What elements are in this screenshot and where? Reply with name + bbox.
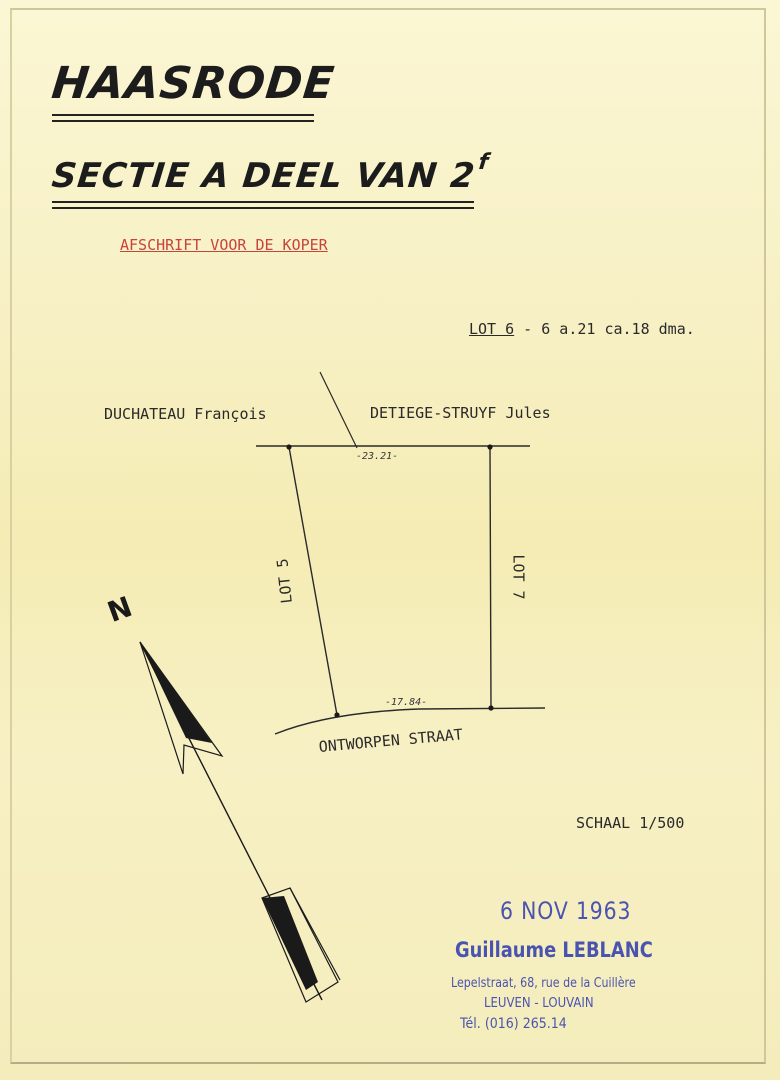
lot-5-label: LOT 5 xyxy=(273,557,296,605)
corner-point-nw xyxy=(286,444,291,449)
stamp-address: Lepelstraat, 68, rue de la Cuillère xyxy=(451,976,636,991)
scale-label: SCHAAL 1/500 xyxy=(576,814,685,832)
neighbor-owner-right: DETIEGE-STRUYF Jules xyxy=(370,404,551,422)
corner-point-sw xyxy=(334,712,339,717)
corner-point-se xyxy=(488,705,493,710)
stamp-surveyor-name: Guillaume LEBLANC xyxy=(455,938,653,962)
lot-right-boundary xyxy=(490,447,491,708)
lot-7-label: LOT 7 xyxy=(509,554,528,600)
stamp-date: 6 NOV 1963 xyxy=(500,897,632,925)
lot-area: - 6 a.21 ca.18 dma. xyxy=(514,320,695,338)
lot-left-boundary xyxy=(289,447,337,715)
subtitle-text: SECTIE A DEEL VAN 2 xyxy=(49,156,478,196)
owner-divider-line xyxy=(320,372,357,448)
stamp-phone: Tél. (016) 265.14 xyxy=(460,1016,567,1032)
dimension-bottom-label: -17.84- xyxy=(385,697,428,708)
neighbor-owner-left: DUCHATEAU François xyxy=(104,405,267,423)
stamp-city: LEUVEN - LOUVAIN xyxy=(484,996,594,1011)
lot-number: LOT 6 xyxy=(469,320,515,338)
document-title: HAASRODE xyxy=(49,58,338,109)
dimension-top-label: -23.21- xyxy=(356,451,399,462)
north-arrow-icon xyxy=(140,642,340,1002)
north-label: N xyxy=(103,589,137,630)
street-name-label: ONTWORPEN STRAAT xyxy=(318,725,464,756)
corner-point-ne xyxy=(487,444,492,449)
copy-for-buyer-label: AFSCHRIFT VOOR DE KOPER xyxy=(120,236,328,254)
subtitle-superscript: f xyxy=(477,150,491,175)
